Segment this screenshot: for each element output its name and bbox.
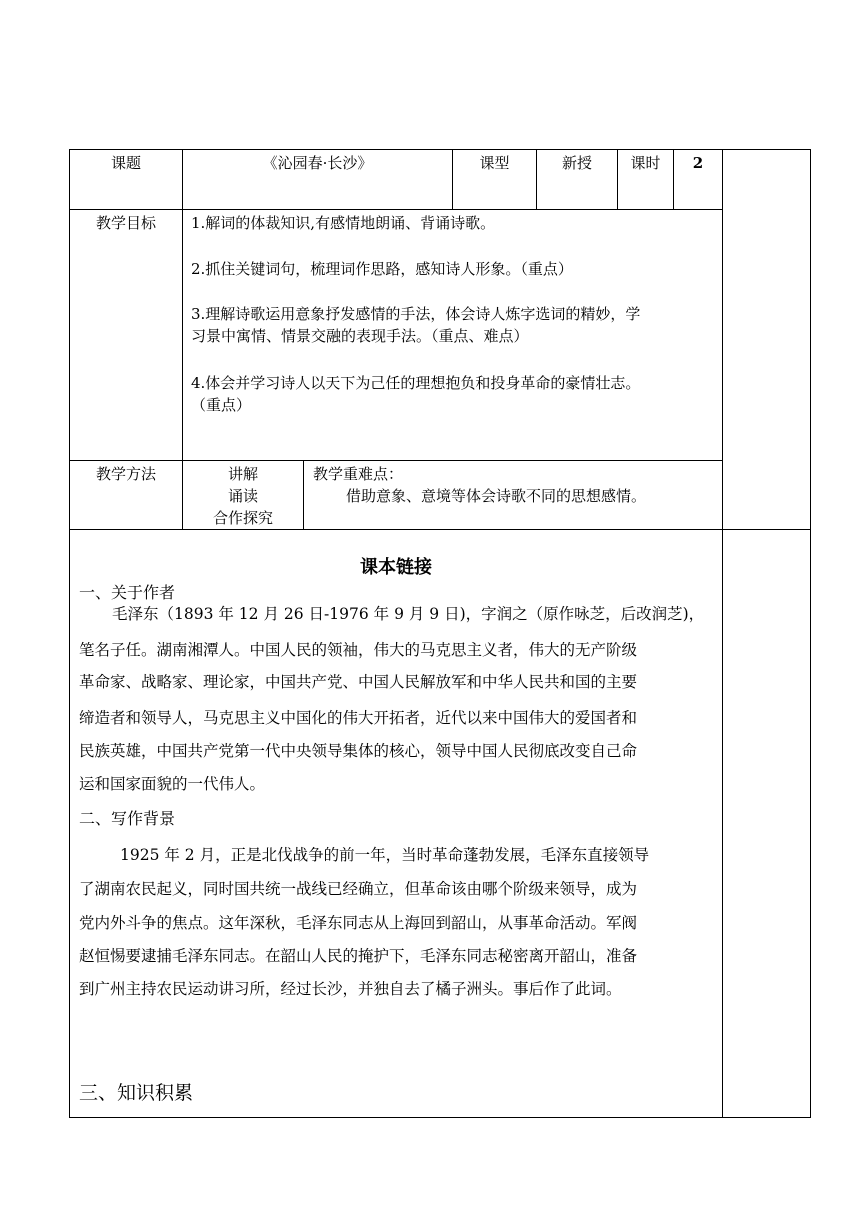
key-points-text: 借助意象、意境等体会诗歌不同的思想感情。 — [346, 487, 647, 505]
section-heading-author: 一、关于作者 — [79, 583, 176, 602]
lesson-type-value: 新授 — [561, 154, 592, 172]
objective-item-continued: 习景中寓情、情景交融的表现手法。（重点、难点） — [191, 327, 529, 345]
background-paragraph-line: 到广州主持农民运动讲习所，经过长沙，并独自去了橘子洲头。事后作了此词。 — [79, 980, 622, 998]
lesson-hours-value: 2 — [692, 154, 704, 172]
background-paragraph-line: 了湖南农民起义，同时国共统一战线已经确立，但革命该由哪个阶级来领导，成为 — [79, 880, 638, 898]
section-title: 课本链接 — [360, 557, 432, 578]
methods-label: 教学方法 — [95, 465, 156, 483]
objective-item-continued: （重点） — [191, 396, 252, 414]
author-paragraph-line: 运和国家面貌的一代伟人。 — [79, 775, 266, 793]
section-heading-background: 二、写作背景 — [79, 809, 176, 828]
lesson-type-label: 课型 — [479, 154, 510, 172]
author-paragraph-line: 革命家、战略家、理论家，中国共产党、中国人民解放军和中华人民共和国的主要 — [79, 673, 638, 691]
method-item: 诵读 — [227, 487, 258, 505]
author-paragraph-line: 毛泽东（1893 年 12 月 26 日-1976 年 9 月 9 日)，字润之（原作咏芝，后改润芝)， — [112, 605, 705, 623]
method-item: 合作探究 — [212, 509, 273, 527]
background-paragraph-line: 党内外斗争的焦点。这年深秋，毛泽东同志从上海回到韶山，从事革命活动。军阀 — [79, 914, 638, 932]
lesson-topic-label: 课题 — [110, 154, 141, 172]
lesson-hours-label: 课时 — [630, 154, 661, 172]
background-paragraph-line: 赵恒惕要逮捕毛泽东同志。在韶山人民的掩护下，毛泽东同志秘密离开韶山，准备 — [79, 947, 638, 965]
author-paragraph-line: 笔名子任。湖南湘潭人。中国人民的领袖，伟大的马克思主义者，伟大的无产阶级 — [79, 641, 638, 659]
key-points-label: 教学重难点： — [313, 465, 404, 483]
author-paragraph-line: 民族英雄，中国共产党第一代中央领导集体的核心，领导中国人民彻底改变自己命 — [79, 742, 638, 760]
objective-item: 2.抓住关键词句，梳理词作思路，感知诗人形象。（重点） — [191, 260, 573, 278]
lesson-topic-value: 《沁园春·长沙》 — [262, 154, 373, 172]
objectives-label: 教学目标 — [95, 214, 156, 232]
method-item: 讲解 — [227, 465, 258, 483]
objective-item: 3.理解诗歌运用意象抒发感情的手法，体会诗人炼字选词的精妙，学 — [191, 305, 641, 323]
objective-item: 1.解词的体裁知识,有感情地朗诵、背诵诗歌。 — [191, 214, 496, 232]
objective-item: 4.体会并学习诗人以天下为己任的理想抱负和投身革命的豪情壮志。 — [191, 374, 641, 392]
section-heading-knowledge: 三、知识积累 — [79, 1082, 194, 1104]
background-paragraph-line: 1925 年 2 月，正是北伐战争的前一年，当时革命蓬勃发展，毛泽东直接领导 — [120, 846, 650, 864]
author-paragraph-line: 缔造者和领导人，马克思主义中国化的伟大开拓者，近代以来中国伟大的爱国者和 — [79, 709, 638, 727]
